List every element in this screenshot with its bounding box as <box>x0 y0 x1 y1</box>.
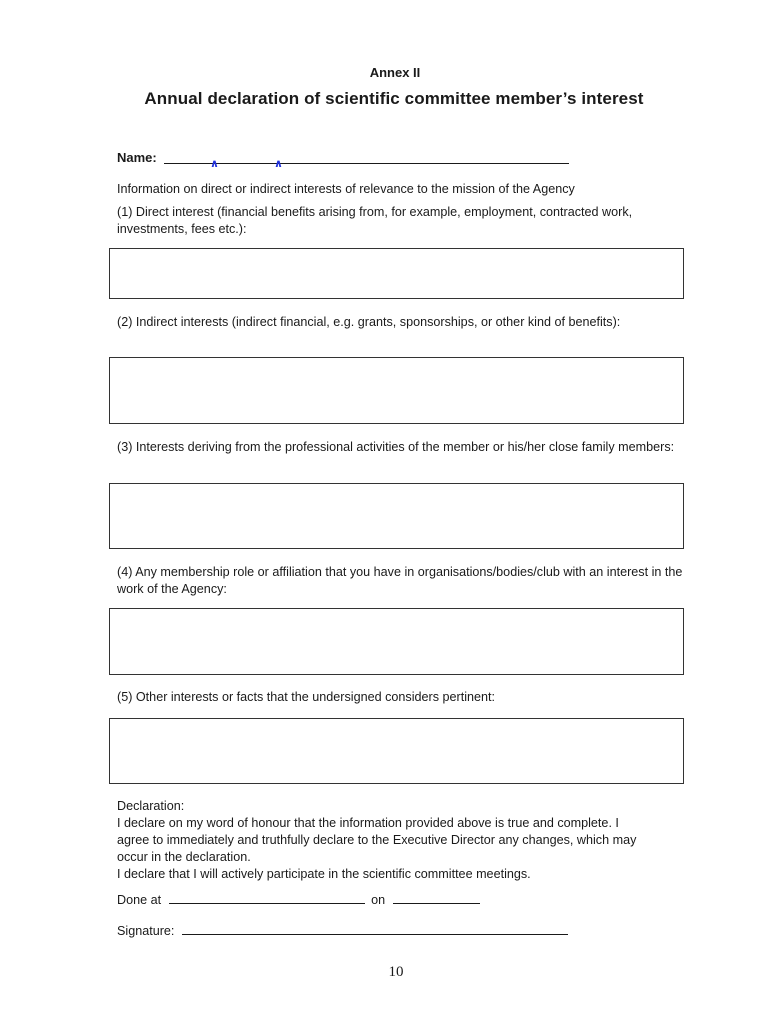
done-at-field[interactable] <box>169 893 365 904</box>
page-number: 10 <box>388 964 404 980</box>
declaration-text: I declare on my word of honour that the information provided above is true and complete. I agree to immediately and truthfully declare to the Executive Director any changes, which may occur in the declaration. <box>117 816 637 864</box>
date-field[interactable] <box>393 893 480 904</box>
name-field[interactable] <box>164 163 569 164</box>
section-3-label: (3) Interests deriving from the professional activities of the member or his/her close family members: <box>117 440 675 454</box>
section-3-input-box[interactable] <box>109 483 684 549</box>
signature-row <box>117 923 692 940</box>
insertion-caret-icon: ∧ <box>274 158 283 170</box>
declaration-heading: Declaration: <box>117 799 185 813</box>
page-title: Annual declaration of scientific committee member’s interest <box>144 89 644 108</box>
section-5-input-box[interactable] <box>109 718 684 784</box>
section-4-input-box[interactable] <box>109 608 684 675</box>
section-1-label: (1) Direct interest (financial benefits arising from, for example, employment, contracted work, investments, fees etc.): <box>117 205 633 236</box>
signature-label: Signature: <box>117 924 175 938</box>
insertion-caret-icon: ∧ <box>210 158 219 170</box>
on-label: on <box>371 893 386 907</box>
signature-field[interactable] <box>182 924 568 935</box>
section-1-input-box[interactable] <box>109 248 684 299</box>
declaration-block <box>117 798 652 883</box>
declaration-participation: I declare that I will actively participate in the scientific committee meetings. <box>117 867 531 881</box>
section-2-input-box[interactable] <box>109 357 684 424</box>
done-at-row <box>117 892 692 909</box>
intro-text: Information on direct or indirect interests of relevance to the mission of the Agency <box>117 182 575 196</box>
section-2-label: (2) Indirect interests (indirect financial, e.g. grants, sponsorships, or other kind of benefits): <box>117 315 621 329</box>
section-4-label: (4) Any membership role or affiliation that you have in organisations/bodies/club with an interest in the work of the Agency: <box>117 565 683 596</box>
name-label: Name: <box>117 150 157 165</box>
done-at-label: Done at <box>117 893 162 907</box>
annex-label: Annex II <box>369 65 421 80</box>
section-5-label: (5) Other interests or facts that the undersigned considers pertinent: <box>117 690 496 704</box>
